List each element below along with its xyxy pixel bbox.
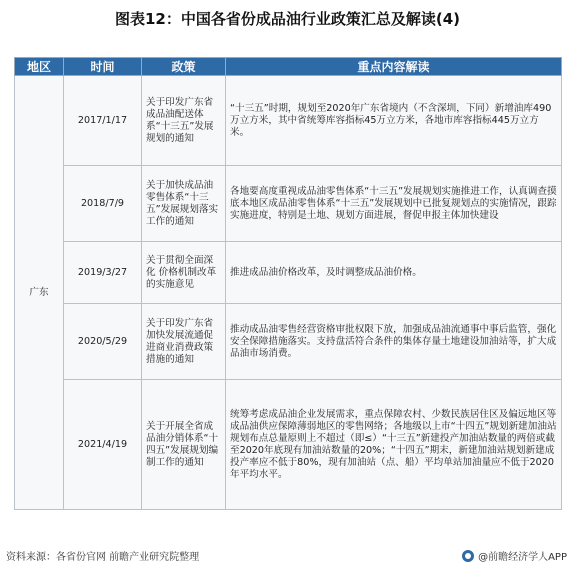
- row-policy: 关于开展全省成品油分销体系“十四五”发展规划编制工作的通知: [142, 380, 226, 510]
- header-content: 重点内容解读: [226, 58, 562, 76]
- row-content: 各地要高度重视成品油零售体系“十三五”发展规划实施推进工作，认真调查摸底本地区成品油零售体系“十三五”发展规划中已批复规划点的实施情况，跟踪实施进度，特别是土地、规划方面进展，督促申报主体加快建设: [226, 166, 562, 242]
- header-region: 地区: [15, 58, 64, 76]
- table-row: [15, 166, 562, 242]
- table-row: [15, 304, 562, 380]
- brand-logo-icon: [462, 550, 474, 562]
- source-note: 资料来源：各省份官网 前瞻产业研究院整理: [6, 552, 200, 563]
- brand-text: @前瞻经济学人APP: [478, 552, 567, 563]
- province-cell: 广东: [15, 76, 64, 510]
- header-policy: 政策: [142, 58, 226, 76]
- row-date: 2021/4/19: [64, 380, 142, 510]
- row-content: 推动成品油零售经营资格审批权限下放，加强成品油流通事中事后监管，强化安全保障措施落实。支持盘活符合条件的集体存量土地建设加油站等，扩大成品油市场消费。: [226, 304, 562, 380]
- table-row: [15, 380, 562, 510]
- row-date: 2019/3/27: [64, 242, 142, 304]
- row-policy: 关于印发广东省成品油配送体系“十三五”发展规划的通知: [142, 76, 226, 166]
- row-policy: 关于贯彻全面深化 价格机制改革的实施意见: [142, 242, 226, 304]
- row-date: 2020/5/29: [64, 304, 142, 380]
- policy-table: [14, 57, 562, 510]
- brand-credit: [462, 548, 567, 563]
- row-content: 推进成品油价格改革，及时调整成品油价格。: [226, 242, 562, 304]
- row-date: 2018/7/9: [64, 166, 142, 242]
- row-policy: 关于印发广东省加快发展流通促进商业消费政策措施的通知: [142, 304, 226, 380]
- table-row: [15, 242, 562, 304]
- table-header-row: [15, 58, 562, 76]
- row-policy: 关于加快成品油零售体系“十三五”发展规划落实工作的通知: [142, 166, 226, 242]
- header-time: 时间: [64, 58, 142, 76]
- footer: [0, 546, 575, 566]
- table-row: [15, 76, 562, 166]
- row-content: “十三五”时期，规划至2020年广东省境内（不含深圳，下同）新增油库490万立方米，其中省统筹库容指标45万立方米，各地市库容指标445万立方米。: [226, 76, 562, 166]
- row-content: 统筹考虑成品油企业发展需求，重点保障农村、少数民族居住区及偏远地区等成品油供应保障薄弱地区的零售网络；各地级以上市“十四五”规划新建加油站规划布点总量原则上不超过（即≤）“十三五”新建投产加油站数量的两倍或截至2020年底现有加油站数量的20%；“十四五”期末，新建加油站规划新建成投产率应不低于80%，现有加油站（点、船）平均单站加油量应不低于2020年平均水平。: [226, 380, 562, 510]
- chart-title: 图表12：中国各省份成品油行业政策汇总及解读(4): [114, 10, 461, 28]
- row-date: 2017/1/17: [64, 76, 142, 166]
